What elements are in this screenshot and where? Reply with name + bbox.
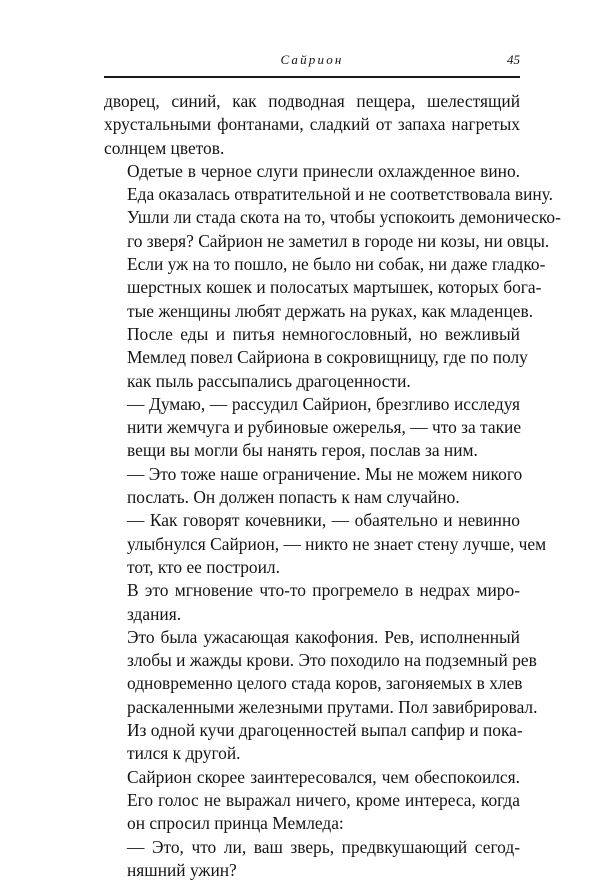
- paragraph: [104, 463, 520, 510]
- text-line: вещи вы могли бы нанять героя, послав за ним.: [104, 439, 520, 462]
- body-text: [104, 90, 520, 882]
- text-line: Одетые в черное слуги принесли охлажденное вино.: [104, 160, 520, 183]
- text-line: улыбнулся Сайрион, — никто не знает стену лучше, чем: [104, 533, 520, 556]
- text-line: шерстных кошек и полосатых мартышек, которых бога-: [104, 276, 520, 299]
- text-line: одновременно целого стада коров, загоняемых в хлев: [104, 672, 520, 695]
- text-line: няшний ужин?: [104, 859, 520, 882]
- paragraph: [104, 393, 520, 463]
- text-line: Еда оказалась отвратительной и не соответствовала вину.: [104, 183, 520, 206]
- text-line: После еды и питья немногословный, но вежливый: [104, 323, 520, 346]
- text-line: тые женщины любят держать на руках, как младенцев.: [104, 300, 520, 323]
- text-line: хрустальными фонтанами, сладкий от запаха нагретых: [104, 113, 520, 136]
- paragraph: [104, 626, 520, 766]
- text-line: он спросил принца Мемледа:: [104, 812, 520, 835]
- text-line: Ушли ли стада скота на то, чтобы успокоить демоническо-: [104, 206, 520, 229]
- text-line: послать. Он должен попасть к нам случайно.: [104, 486, 520, 509]
- text-line: Мемлед повел Сайриона в сокровищницу, где по полу: [104, 346, 520, 369]
- text-line: тился к другой.: [104, 742, 520, 765]
- text-line: тот, кто ее построил.: [104, 556, 520, 579]
- text-line: как пыль рассыпались драгоценности.: [104, 370, 520, 393]
- paragraph: [104, 90, 520, 160]
- text-line: Если уж на то пошло, не было ни собак, ни даже гладко-: [104, 253, 520, 276]
- running-head: [104, 52, 520, 70]
- header-rule: [104, 76, 520, 78]
- running-title: Сайрион: [104, 52, 520, 68]
- text-line: В это мгновение что-то прогремело в недрах миро-: [104, 579, 520, 602]
- paragraph: [104, 323, 520, 393]
- text-line: — Это тоже наше ограничение. Мы не можем никого: [104, 463, 520, 486]
- text-line: дворец, синий, как подводная пещера, шелестящий: [104, 90, 520, 113]
- text-line: Из одной кучи драгоценностей выпал сапфир и пока-: [104, 719, 520, 742]
- paragraph: [104, 509, 520, 579]
- paragraph: [104, 579, 520, 626]
- page-number: 45: [507, 52, 520, 68]
- text-line: — Думаю, — рассудил Сайрион, брезгливо исследуя: [104, 393, 520, 416]
- paragraph: [104, 160, 520, 323]
- text-line: — Это, что ли, ваш зверь, предвкушающий сегод-: [104, 836, 520, 859]
- paragraph: [104, 836, 520, 882]
- text-line: Его голос не выражал ничего, кроме интереса, когда: [104, 789, 520, 812]
- text-line: раскаленными железными прутами. Пол завибрировал.: [104, 696, 520, 719]
- text-line: го зверя? Сайрион не заметил в городе ни козы, ни овцы.: [104, 230, 520, 253]
- text-line: — Как говорят кочевники, — обаятельно и невинно: [104, 509, 520, 532]
- text-line: нити жемчуга и рубиновые ожерелья, — что за такие: [104, 416, 520, 439]
- text-line: Сайрион скорее заинтересовался, чем обеспокоился.: [104, 766, 520, 789]
- paragraph: [104, 766, 520, 836]
- text-line: солнцем цветов.: [104, 137, 520, 160]
- text-line: Это была ужасающая какофония. Рев, исполненный: [104, 626, 520, 649]
- text-line: злобы и жажды крови. Это походило на подземный рев: [104, 649, 520, 672]
- text-line: здания.: [104, 603, 520, 626]
